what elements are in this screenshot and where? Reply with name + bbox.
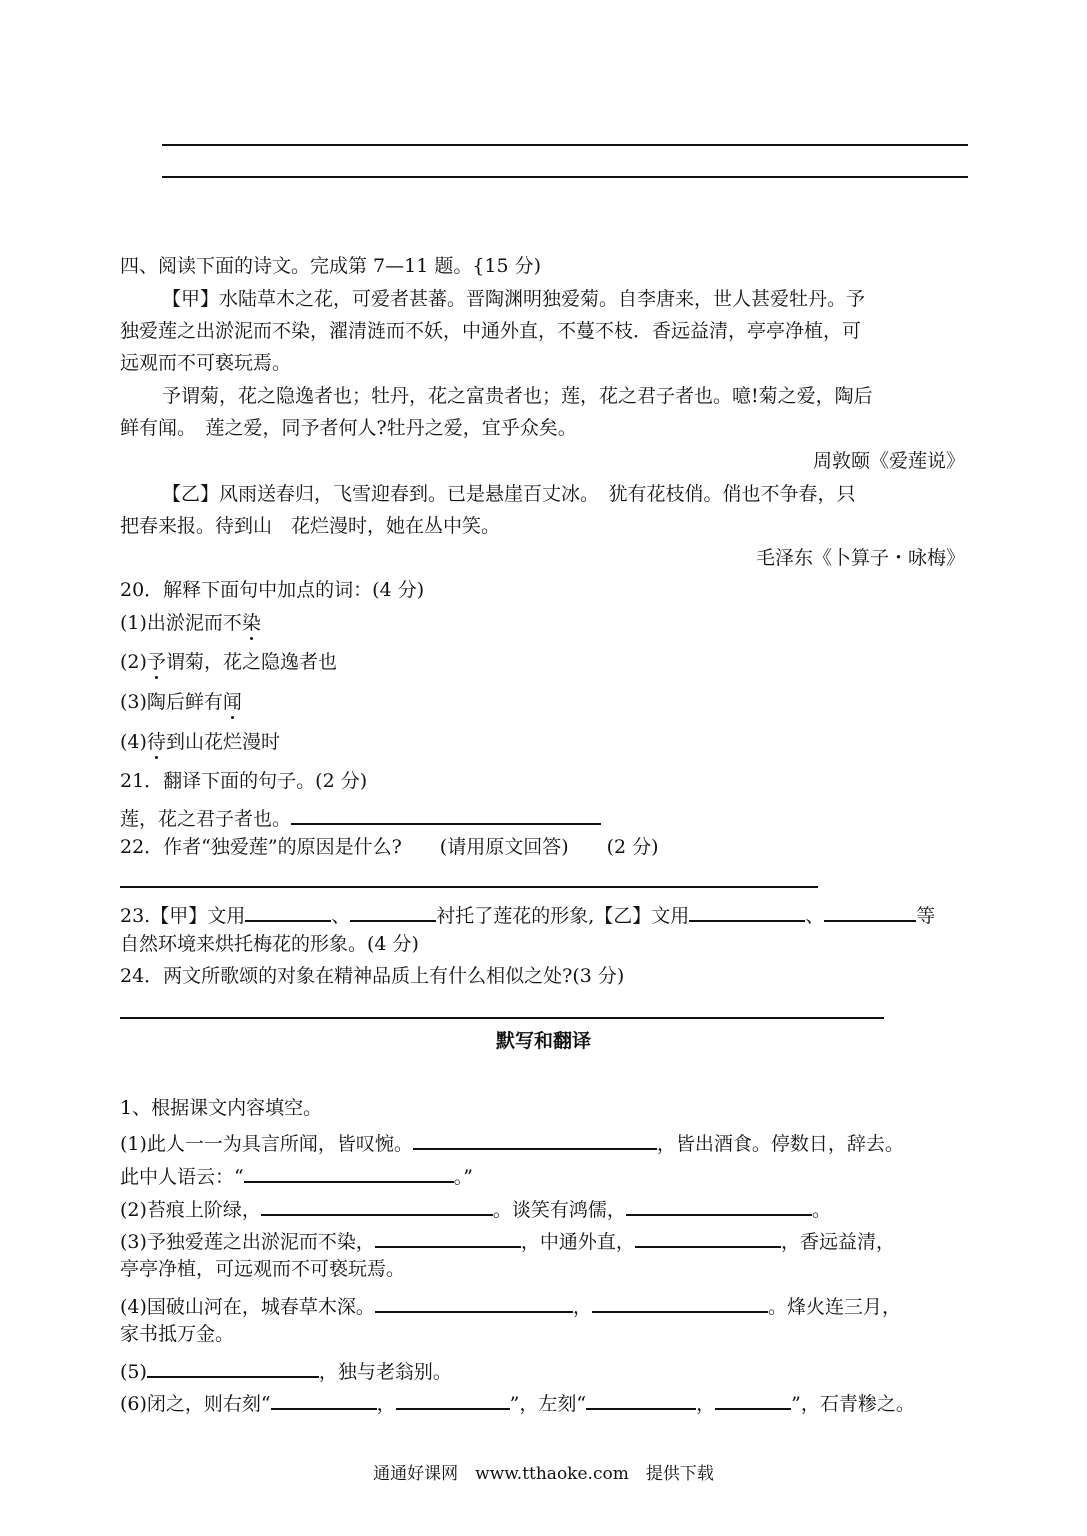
dict-q6-blank-4[interactable] (715, 1390, 791, 1410)
q21-answer-blank[interactable] (291, 805, 601, 825)
q23-text-b: 、 (331, 905, 351, 927)
dict-q4-text-c: 。烽火连三月， (767, 1296, 901, 1318)
page-footer: 通通好课网 www.tthaoke.com 提供下载 (373, 1464, 714, 1484)
q23-blank-3[interactable] (689, 902, 805, 922)
jia-line-1: 【甲】水陆草木之花，可爱者甚蕃。晋陶渊明独爱菊。自李唐来，世人甚爱牡丹。予 (162, 288, 866, 310)
dict-q5-text-b: ，独与老翁别。 (318, 1361, 452, 1383)
dotted-char: 待 (146, 731, 166, 753)
dict-q4-blank-1[interactable] (375, 1293, 573, 1313)
jia-line-3: 远观而不可亵玩焉。 (120, 352, 292, 374)
dict-q5-blank-1[interactable] (147, 1358, 319, 1378)
dict-q2-text-c: 。 (811, 1199, 831, 1221)
dict-q1-blank-1[interactable] (413, 1130, 657, 1150)
dict-q1-line-1 (120, 1130, 904, 1154)
dict-q1-text-l2b: 。” (453, 1166, 473, 1188)
dict-q6-text-c: ”，左刻“ (509, 1393, 587, 1415)
dotted-char: 染 (241, 612, 261, 634)
dict-q4-text-b: ， (572, 1296, 592, 1318)
dict-q6-blank-2[interactable] (396, 1390, 510, 1410)
dict-q5-text-a: (5) (120, 1361, 147, 1383)
q20-item-1 (120, 614, 261, 633)
q23-line-1 (120, 902, 935, 926)
q20-item-3 (120, 693, 242, 712)
dict-q1-text-a: (1)此人一一为具言所闻，皆叹惋。 (120, 1133, 413, 1155)
dict-q3-text-a: (3)予独爱莲之出淤泥而不染， (120, 1231, 375, 1253)
dict-q2-text-a: (2)苔痕上阶绿， (120, 1199, 261, 1221)
dict-q3-text-c: ，香远益清， (780, 1231, 895, 1253)
jia-line-4: 予谓菊，花之隐逸者也；牡丹，花之富贵者也；莲，花之君子者也。噫!菊之爱，陶后 (162, 385, 873, 407)
dict-q2-blank-1[interactable] (261, 1196, 493, 1216)
q22-stem: 22．作者“独爱莲”的原因是什么? (请用原文回答) (2 分) (120, 836, 659, 858)
jia-line-5: 鲜有闻。 莲之爱，同予者何人?牡丹之爱，宜乎众矣。 (120, 417, 577, 439)
dict-q6-blank-1[interactable] (271, 1390, 377, 1410)
q23-text-c: 衬托了莲花的形象,【乙】文用 (436, 905, 690, 927)
dictation-intro: 1、根据课文内容填空。 (120, 1097, 323, 1119)
answer-line-top-2 (162, 176, 968, 178)
dict-q4-line-1 (120, 1293, 901, 1317)
q21-stem: 21．翻译下面的句子。(2 分) (120, 770, 368, 792)
dict-q3-text-b: ，中通外直， (520, 1231, 635, 1253)
q24-stem: 24．两文所歌颂的对象在精神品质上有什么相似之处?(3 分) (120, 965, 625, 987)
q23-text-d: 、 (805, 905, 825, 927)
q23-blank-4[interactable] (824, 902, 916, 922)
q20-item-2 (120, 653, 337, 672)
dict-q6-text-b: ， (376, 1393, 396, 1415)
dict-q2-text-b: 。谈笑有鸿儒， (492, 1199, 626, 1221)
dict-q6-text-e: ”，石青糁之。 (791, 1393, 915, 1415)
dict-q3-blank-1[interactable] (375, 1228, 521, 1248)
q20-item-2-pre: (2) (120, 651, 147, 673)
q23-text-a: 23.【甲】文用 (120, 905, 246, 927)
dict-q1-line-2 (120, 1163, 473, 1187)
dotted-char: 闻 (222, 691, 242, 713)
dict-q1-text-b: ，皆出酒食。停数日，辞去。 (656, 1133, 904, 1155)
q20-item-4-pre: (4) (120, 731, 147, 753)
q23-text-e: 等 (916, 905, 936, 927)
dict-q4-blank-2[interactable] (592, 1293, 768, 1313)
dotted-char: 予 (146, 651, 166, 673)
dict-q1-blank-2[interactable] (244, 1163, 454, 1183)
dict-q4-line-2: 家书抵万金。 (120, 1323, 235, 1345)
dict-q3-blank-2[interactable] (635, 1228, 781, 1248)
dictation-title: 默写和翻译 (495, 1030, 591, 1052)
yi-line-1: 【乙】风雨送春归，飞雪迎春到。已是悬崖百丈冰。 犹有花枝俏。俏也不争春，只 (162, 483, 856, 505)
yi-line-2: 把春来报。待到山 花烂漫时，她在丛中笑。 (120, 515, 501, 537)
q21-sentence-text: 莲，花之君子者也。 (120, 808, 292, 830)
q23-blank-2[interactable] (350, 902, 436, 922)
dict-q6-blank-3[interactable] (586, 1390, 696, 1410)
q23-blank-1[interactable] (245, 902, 331, 922)
dict-q5-line (120, 1358, 452, 1382)
answer-line-top-1 (162, 144, 968, 146)
q20-item-1-pre: (1)出淤泥而不 (120, 612, 242, 634)
dict-q3-line-1 (120, 1228, 895, 1252)
dict-q2-blank-2[interactable] (626, 1196, 812, 1216)
dict-q6-text-d: ， (696, 1393, 716, 1415)
dict-q4-text-a: (4)国破山河在，城春草木深。 (120, 1296, 375, 1318)
dict-q6-text-a: (6)闭之，则右刻“ (120, 1393, 271, 1415)
q20-item-2-post: 谓菊，花之隐逸者也 (165, 651, 337, 673)
q23-line-2: 自然环境来烘托梅花的形象。(4 分) (120, 933, 419, 955)
q20-item-4 (120, 733, 280, 752)
dict-q1-text-l2a: 此中人语云：“ (120, 1166, 244, 1188)
q20-stem: 20．解释下面句中加点的词：(4 分) (120, 579, 425, 601)
q21-sentence (120, 805, 601, 829)
jia-line-2: 独爱莲之出淤泥而不染，濯清涟而不妖，中通外直，不蔓不枝．香远益清，亭亭净植，可 (120, 320, 862, 342)
q20-item-4-post: 到山花烂漫时 (165, 731, 280, 753)
q24-answer-line[interactable] (120, 1017, 884, 1019)
yi-source: 毛泽东《卜算子・咏梅》 (755, 547, 965, 569)
q20-item-3-pre: (3)陶后鲜有 (120, 691, 223, 713)
q22-answer-line[interactable] (120, 886, 818, 888)
dict-q2-line (120, 1196, 831, 1220)
jia-source: 周敦颐《爱莲说》 (812, 450, 965, 472)
dict-q3-line-2: 亭亭净植，可远观而不可亵玩焉。 (120, 1258, 406, 1280)
section-heading: 四、阅读下面的诗文。完成第 7—11 题。{15 分) (120, 255, 542, 277)
dict-q6-line (120, 1390, 915, 1414)
